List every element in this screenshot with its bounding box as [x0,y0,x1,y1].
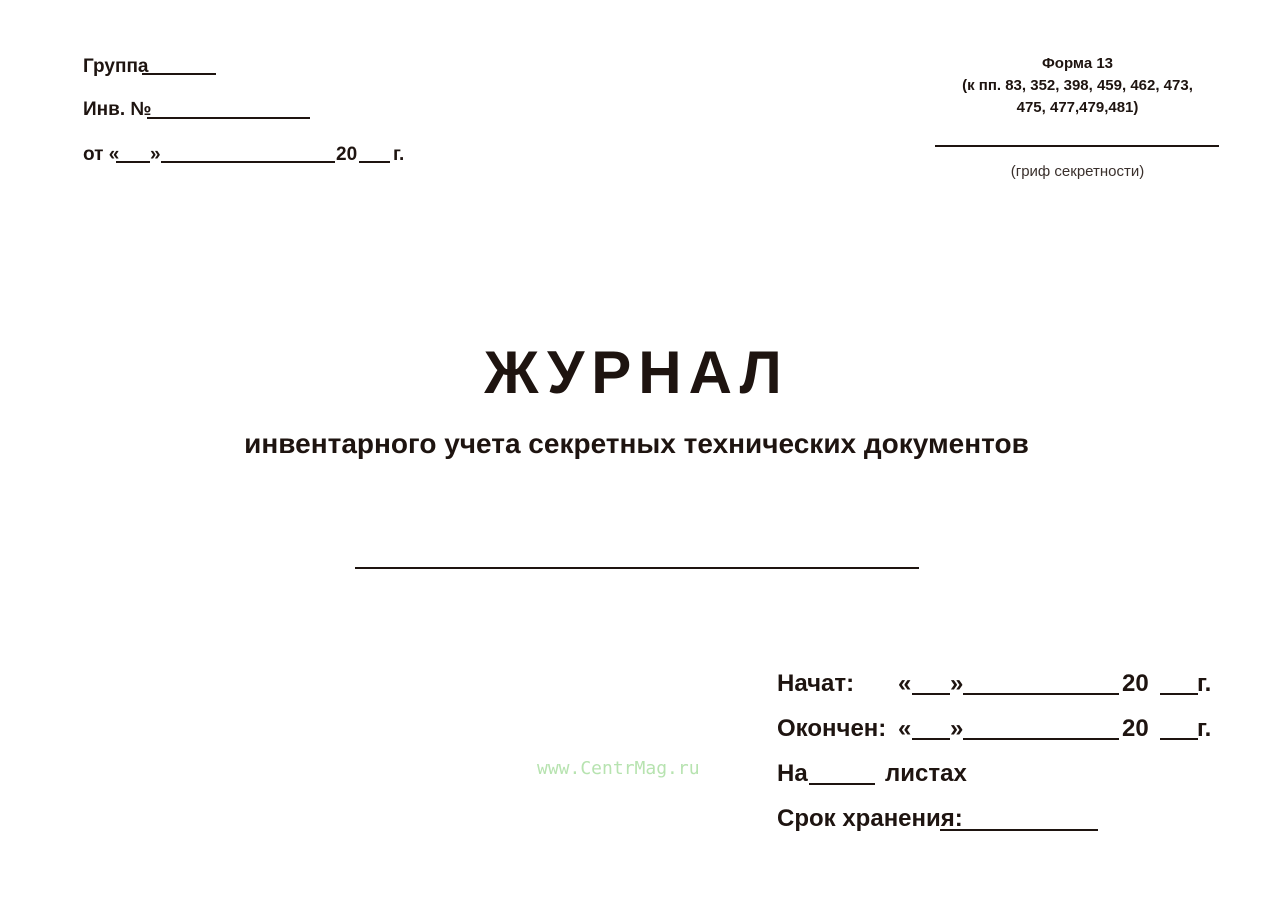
finished-quote-open: « [898,715,912,742]
page-title: ЖУРНАЛ [484,339,789,406]
started-year-field-line [1160,693,1198,695]
finished-quote-close: » [950,715,964,742]
finished-year-suffix: г. [1197,715,1212,742]
date-month-field-line [161,161,335,163]
finished-year-prefix: 20 [1122,715,1149,742]
started-label: Начат: [777,670,855,697]
finished-year-field-line [1160,738,1198,740]
group-label: Группа [83,56,149,77]
sheets-count-field-line [809,783,875,785]
started-year-prefix: 20 [1122,670,1149,697]
date-year-field-line [359,161,390,163]
date-day-field-line [116,161,150,163]
date-year-suffix: г. [393,144,405,165]
finished-label: Окончен: [777,715,887,742]
storage-field-line [940,829,1098,831]
started-quote-open: « [898,670,912,697]
date-year-prefix: 20 [336,144,358,165]
storage-label: Срок хранения: [777,805,963,832]
date-quote-close: » [150,144,161,165]
sheets-suffix: листах [885,760,967,787]
group-field-line [142,73,216,75]
started-month-field-line [963,693,1119,695]
inventory-number-field-line [147,117,310,119]
sheets-prefix: На [777,760,808,787]
watermark: www.CentrMag.ru [537,758,700,779]
form-refs-line2: 475, 477,479,481) [1016,99,1139,116]
finished-month-field-line [963,738,1119,740]
title-underline [355,567,919,569]
page-subtitle: инвентарного учета секретных технических документов [244,428,1029,459]
secrecy-label: (гриф секретности) [1010,163,1145,180]
secrecy-field-line [935,145,1219,147]
inventory-number-label: Инв. № [83,99,152,120]
form-number: Форма 13 [1041,55,1114,72]
started-day-field-line [912,693,950,695]
started-year-suffix: г. [1197,670,1212,697]
started-quote-close: » [950,670,964,697]
form-refs-line1: (к пп. 83, 352, 398, 459, 462, 473, [962,77,1193,94]
form-reference [930,53,1225,119]
date-prefix: от « [83,144,120,165]
finished-day-field-line [912,738,950,740]
